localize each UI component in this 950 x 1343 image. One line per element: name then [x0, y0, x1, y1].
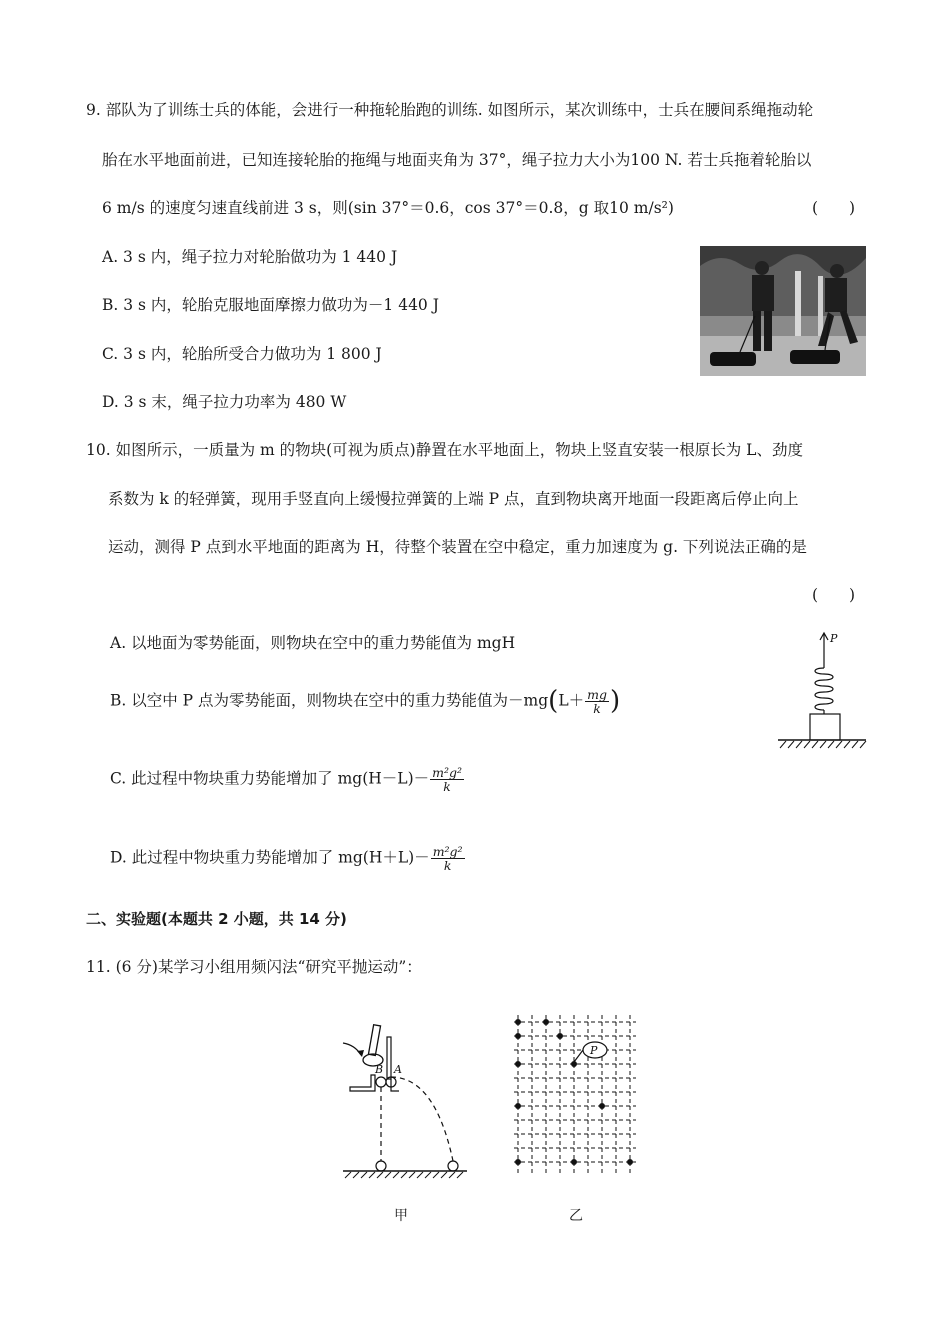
fraction-numerator: m²g²	[432, 844, 463, 859]
figure-caption-jia: 甲	[394, 1208, 408, 1224]
fraction-mg-over-k	[585, 688, 609, 715]
q11-line-1: 11. (6 分)某学习小组用频闪法“研究平抛运动”：	[86, 958, 422, 976]
fraction-m2g2-over-k	[431, 845, 465, 872]
q10-option-b-L: L＋	[558, 691, 585, 710]
soldiers-dragging-tires-photo	[700, 246, 866, 376]
spring-label-p: P	[830, 632, 838, 645]
q9-option-c: C. 3 s 内，轮胎所受合力做功为 1 800 J	[102, 345, 382, 363]
q10-line-1	[86, 441, 803, 460]
q9-option-b: B. 3 s 内，轮胎克服地面摩擦力做功为－1 440 J	[102, 296, 439, 314]
label-a: A	[394, 1063, 402, 1076]
q10-option-c	[110, 766, 465, 793]
q10-option-c-text: C. 此过程中物块重力势能增加了 mg(H－L)－	[110, 769, 430, 788]
q10-option-d-text: D. 此过程中物块重力势能增加了 mg(H＋L)－	[110, 848, 430, 867]
figure-caption-yi: 乙	[569, 1208, 583, 1224]
spring-block-diagram	[772, 630, 872, 752]
q10-line-2: 系数为 k 的轻弹簧，现用手竖直向上缓慢拉弹簧的上端 P 点，直到物块离开地面一段距离后停止向上	[108, 490, 799, 508]
fraction-denominator: k	[443, 858, 452, 874]
q9-line-2: 胎在水平地面前进，已知连接轮胎的拖绳与地面夹角为 37°，绳子拉力大小为100 N. 若士兵拖着轮胎以	[102, 151, 812, 169]
fraction-m2g2-over-k	[430, 766, 464, 793]
fraction-numerator: mg	[587, 686, 607, 702]
label-b: B	[375, 1063, 384, 1076]
figure-yi-grid	[510, 1010, 642, 1180]
q9-answer-bracket: ( )	[812, 199, 856, 217]
q9-option-a: A. 3 s 内，绳子拉力对轮胎做功为 1 440 J	[102, 248, 398, 266]
q10-option-b: B. 以空中 P 点为零势能面，则物块在空中的重力势能值为－mg(L＋ $\frac{mg}{k}$ )	[110, 686, 621, 717]
q10-line-3: 运动，测得 P 点到水平地面的距离为 H，待整个装置在空中稳定，重力加速度为 g. 下列说法正确的是	[108, 538, 807, 556]
q10-option-d	[110, 845, 466, 872]
q10-answer-bracket: ( )	[812, 586, 856, 604]
figure-jia-apparatus	[335, 1015, 475, 1190]
fraction-denominator: k	[443, 779, 451, 795]
q9-option-d: D. 3 s 末，绳子拉力功率为 480 W	[102, 393, 347, 411]
q9-line-1: 9. 部队为了训练士兵的体能，会进行一种拖轮胎跑的训练. 如图所示，某次训练中，士兵在腰间系绳拖动轮	[86, 101, 814, 119]
q10-option-b-text: B. 以空中 P 点为零势能面，则物块在空中的重力势能值为－mg	[110, 691, 549, 710]
q10-option-a: A. 以地面为零势能面，则物块在空中的重力势能值为 mgH	[110, 634, 516, 652]
q9-line-3: 6 m/s 的速度匀速直线前进 3 s，则(sin 37°＝0.6，cos 37°＝0.8，g 取10 m/s²)	[102, 199, 674, 217]
q10-line-1-text: 10. 如图所示，一质量为 m 的物块(可视为质点)静置在水平地面上，物块上竖直安装一根原长为 L、劲度	[86, 441, 803, 459]
grid-label-p: P	[590, 1044, 598, 1057]
section-title-experiments: 二、实验题(本题共 2 小题，共 14 分)	[86, 910, 347, 928]
fraction-denominator: k	[593, 701, 601, 717]
fraction-numerator: m²g²	[432, 765, 463, 780]
